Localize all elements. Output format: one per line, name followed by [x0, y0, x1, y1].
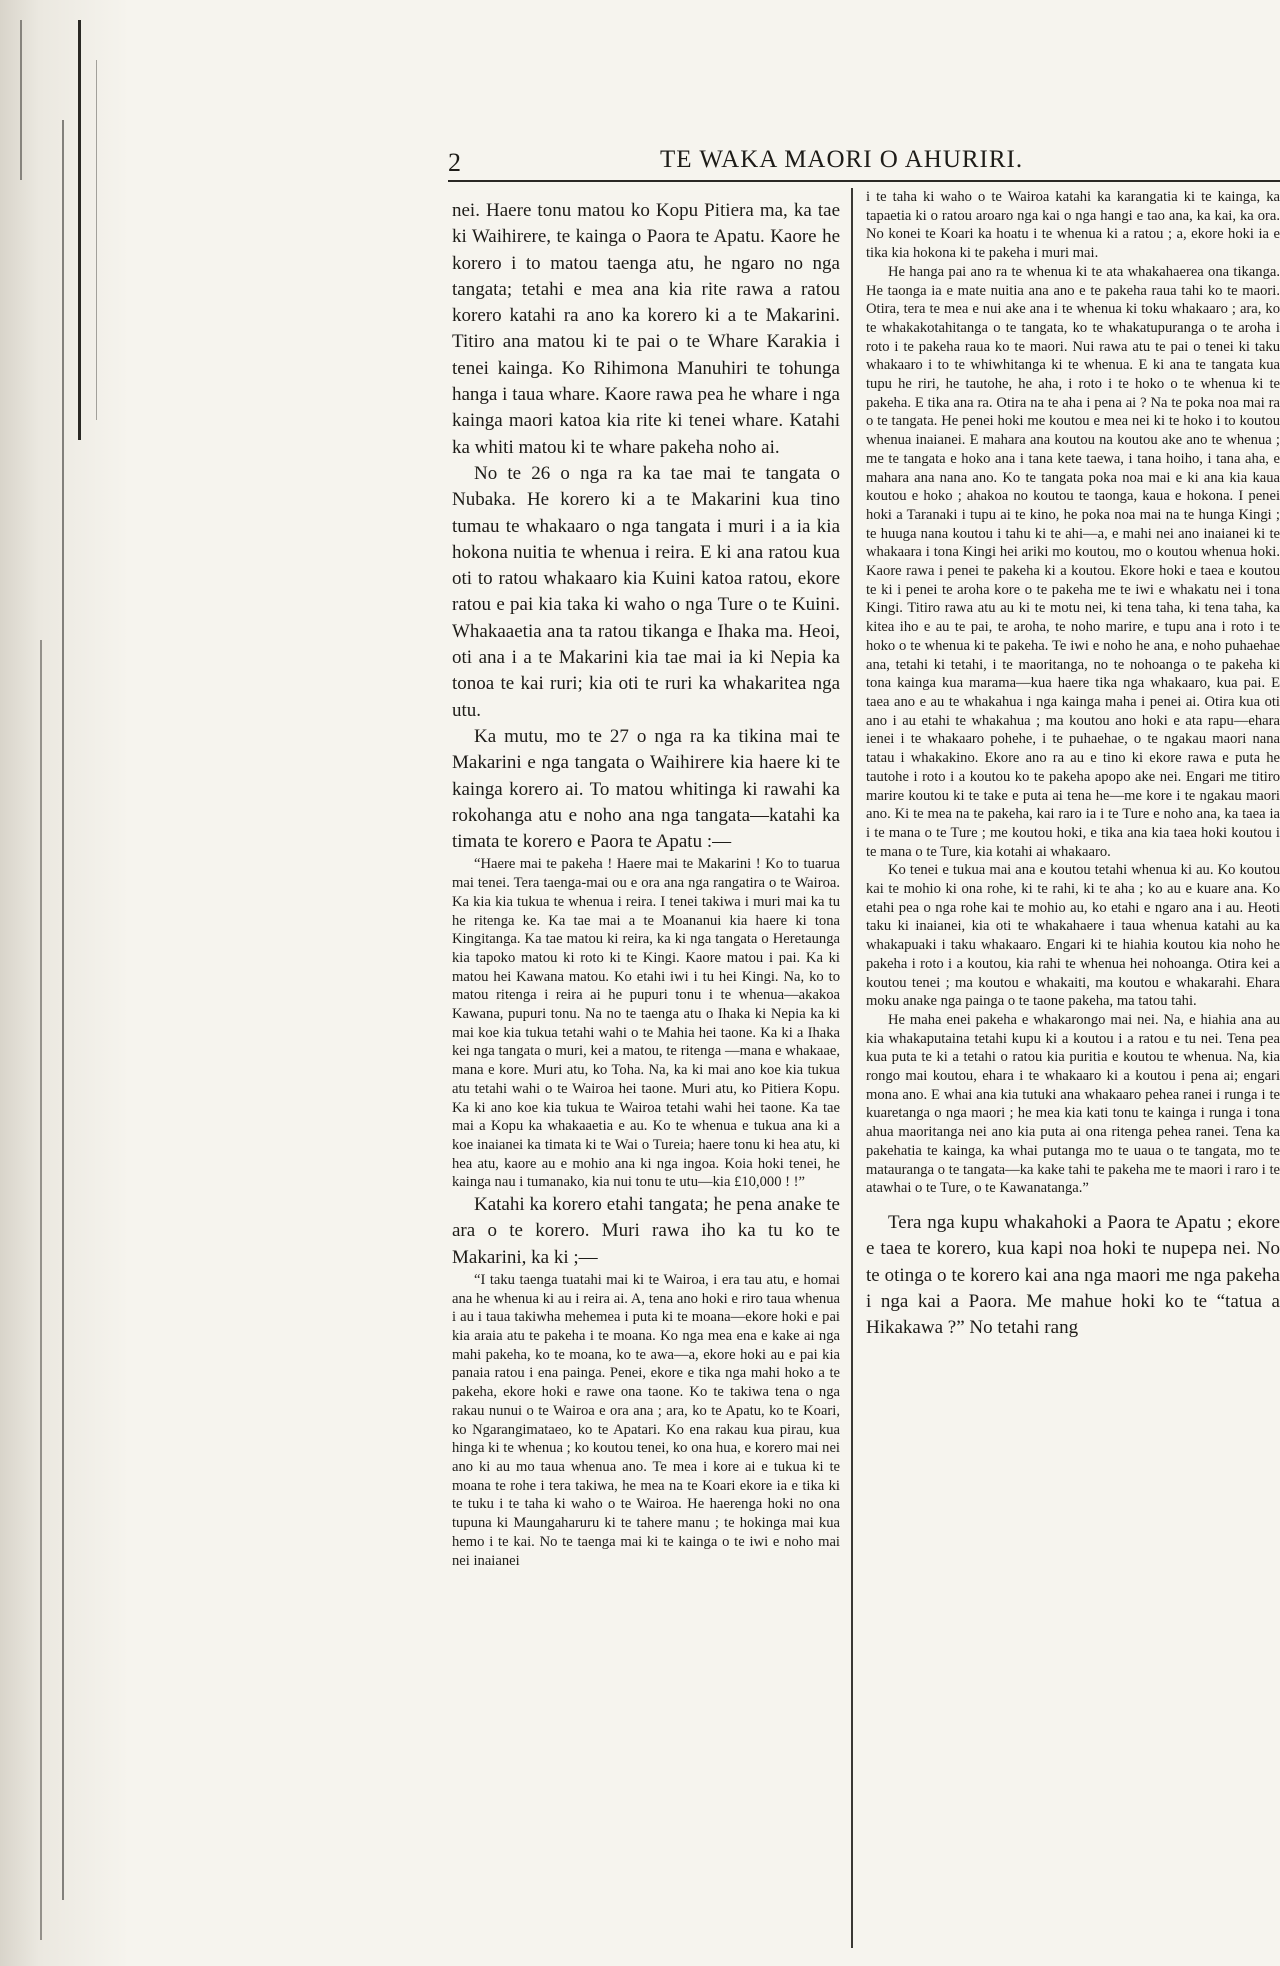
header-rule [448, 180, 1280, 182]
quoted-speech: He maha enei pakeha e whakarongo mai nei. Na, e hiahia ana au kia whakaputaina tetahi kupu ki a koutou i a ratou e tu nei. Tena pea kua puta te ki a tetahi o ratou kia puritia e koutou te whenua. Na, kia rongo mai koutou, ehara i te whakaaro ki a koutou i pena ai; engari mona ano. E whai ana kia tutuki ana whakaaro pehea ranei i runga i te kuaretanga o nga maori ; he mea kia kati tonu te kainga i runga i tona ahua maoritanga nei ano kia puta ai ona ritenga pehea ranei. Tena ka pakehatia te kainga, ka whai putanga mo te uaua o te tangata, mo te matauranga o te tangata—ka kake tahi te pakeha me te maori i raro i te atawhai o te Ture, o te Kawanatanga.” [866, 1011, 1280, 1197]
paragraph: Tera nga kupu whakahoki a Paora te Apatu ; ekore e taea te korero, kua kapi noa hoki te nupepa nei. No te otinga o te korero kai ana nga maori me nga pakeha i nga kai a Paora. Me mahue hoki ko te “tatua a Hikakawa ?” No tetahi rang [866, 1211, 1280, 1339]
gutter-mark [96, 60, 97, 420]
newspaper-title: TE WAKA MAORI O AHURIRI. [660, 146, 1024, 173]
paragraph: Ka mutu, mo te 27 o nga ra ka tikina mai te Makarini e nga tangata o Waihirere kia haere ki te kainga korero ai. To matou whitinga ki rawahi ka rokohanga atu e noho ana nga tangata—katahi ka timata te korero e Paora te Apatu :— [452, 725, 840, 853]
quoted-speech: “I taku taenga tuatahi mai ki te Wairoa, i era tau atu, e homai ana he whenua ki au i reira ai. A, tena ano hoki e riro taua whenua i au i taua takiwha mehemea i puta ki te moana—ekore hoki e pai kia araia atu te pakeha i te moana. Ko nga mea ena e kake ai nga mahi pakeha, ko te moana, ko te awa—a, ekore hoki au e pai kia panaia ratou i ena painga. Penei, ekore e tika nga mahi hoko a te pakeha, ekore hoki e rawe ona taone. Ko te takiwa tena o nga rakau nunui o te Wairoa e ora ana ; ara, ko te Apatu, ko te Koari, ko Ngarangimataeo, ko te Apatari. Ko ena rakau kua pirau, kua hinga ki te whenua ; ko koutou tenei, ko ona hua, e korero mai nei ano ki au mo taua whenua ano. Te mea i kore ai e tukua ki te moana te rohe i tera takiwa, he mea na te Koari ekore ia e tika ki te tuku i te taha ki waho o te Wairoa. He haerenga hoki no ona tupuna ki Maungaharuru ki te tahere manu ; te hokinga mai kua hemo i te kai. No te taenga mai ki te kainga o te iwi e noho mai nei inaianei [452, 1271, 840, 1569]
paragraph: nei. Haere tonu matou ko Kopu Pitiera ma, ka tae ki Waihirere, te kainga o Paora te Apatu. Kaore he korero i to matou taenga atu, he ngaro no nga tangata; tetahi e mea ana kia rite rawa a ratou korero katahi ra ano ka korero ki a te Makarini. Titiro ana matou ki te pai o te Whare Karakia i tenei kainga. Ko Rihimona Manuhiri te tohunga hanga i taua whare. Kaore rawa pea he whare i nga kainga maori katoa kia rite ki tenei whare. Katahi ka whiti matou ki te whare pakeha noho ai. [452, 200, 840, 458]
paragraph: Katahi ka korero etahi tangata; he pena anake te ara o te korero. Muri rawa iho ka tu ko te Makarini, ka ki ;— [452, 1194, 840, 1268]
quoted-speech: He hanga pai ano ra te whenua ki te ata whakahaerea ona tikanga. He taonga ia e mate nuitia ana ano e te pakeha raua tahi ko te maori. Otira, tera te mea e nui ake ana i te whenua ki toku whakaaro ; ara, ko te whakakotahitanga o te tangata, ko te whakatupuranga o te aroha i roto i te pakeha raua ko te maori. Nui rawa atu te pai o tenei ki taku whakaaro i to te whiwhitanga ki te whenua. E ki ana te tangata kua tupu he riri, he tautohe, he aha, i roto i te hoko o te whenua ki te pakeha. E tika ana ra. Otira na te aha i pena ai ? Na te poka noa mai ra o te tangata. He penei hoki me koutou e mea nei ki te hoko i to koutou whenua inaianei. E mahara ana koutou na koutou ake ano te whenua ; me te tangata e hoko ana i tana kete taewa, i tana hoiho, i tana aha, e mahara ana nana ano. Ko te tangata poka noa mai e ki ana kia kaua koutou e hoko ; ahakoa no koutou te taonga, kaua e hokona. I penei hoki a Taranaki i tupu ai te kino, he poka noa mai na te hunga Kingi ; te huuga nana koutou i tahu ki te ahi—a, e mahi nei ano inaianei ki te whakaara i tona Kingi hei ariki mo koutou, mo o koutou whenua hoki. Kaore rawa i penei te pakeha ki a koutou. Ekore hoki e taea e koutou te ki i penei te aroha kore o te pakeha me te iwi e whakatu nei i tona Kingi. Titiro rawa atu au ki te motu nei, ki tena taha, ki tena taha, ka kitea iho e au te pai, te aroha, te noho marire, e tupu ana i roto i te hoko o te whenua ki te pakeha. Te iwi e noho he ana, e noho puhaehae ana, tetahi ki tetahi, i te maoritanga, no te nohoanga o te pakeha ki tona kainga kua marama—kua haere tika nga whakaaro, kua pai. E taea ano e au te whakahua i nga kainga maha i penei ai. Otira kua oti ano i au etahi te whakahua ; ma koutou ano hoki e ata rapu—ehara ienei i te whakaaro pohehe, i te puhaehae, o te ngakau maori nana tatau i whakakino. Ekore ano ra au e tino ki ekore rawa e puta he tautohe i roto i a koutou ko te pakeha apopo ake nei. Engari me titiro marire koutou ki te take e puta ai tena he—me kore i te ngakau maori ano. Ki te mea na te pakeha, kai raro ia i te Ture e noho ana, ka taea ia i te mana o te Ture ; me koutou hoki, e tika ana kia taea hoki koutou i te mana o te Ture, kia kotahi ai whakaaro. [866, 263, 1280, 860]
right-column [866, 188, 1280, 1341]
gutter-mark [20, 20, 22, 180]
gutter-mark [78, 20, 81, 440]
page-number: 2 [448, 148, 461, 177]
quoted-speech: “Haere mai te pakeha ! Haere mai te Makarini ! Ko to tuarua mai tenei. Tera taenga-mai ou e ora ana nga rangatira o te Wairoa. Ka kia kia tukua te whenua i reira. I tenei takiwa i muri mai ka tu he ritenga ke. Ka tae mai a te Moananui kia haere ki tona Kingitanga. Ka tae matou ki reira, ka ki nga tangata o Heretaunga kia tapoko matou ki roto ki te Kingi. Kaore matou i pai. Ka ki matou hei Kawana matou. Ko etahi iwi i tu hei Kingi. Na, ko to matou ritenga i reira ai he pupuri tonu i te whenua—akakoa Kawana, pupuri tonu. Na no te taenga atu o Ihaka ki Nepia ka ki mai koe kia tukua tetahi wahi o te Mahia hei taone. Ka ki a Ihaka kei nga tangata o muri, kei a matou, te ritenga —mana e whakaae, mana e kore. Muri atu, ko Toha. Na, ka ki mai ano koe kia tukua atu tetahi wahi o te Wairoa hei taone. Muri atu, ko Pitiera Kopu. Ka ki ano koe kia tukua te Wairoa tetahi wahi hei taone. Ka tae mai a Kopu ka whakaaetia e au. Ko te whenua e tukua ana ki a koe inaianei ka timata ki te Wai o Tureia; haere tonu ki hea atu, ki hea atu, kaore au e mohio ana ki nga ingoa. Koia hoki tenei, he kainga nau i tumanako, kia nui tonu te utu—kia £10,000 ! !” [452, 856, 840, 1191]
paragraph: No te 26 o nga ra ka tae mai te tangata o Nubaka. He korero ki a te Makarini kua tino tumau te whakaaro o nga tangata i muri i a ia kia hokona nuitia te whenua i reira. E ki ana ratou kua oti to ratou whakaaro kia Kuini katoa ratou, ekore ratou e pai kia taka ki waho o nga Ture o te Kuini. Whakaaetia ana ta ratou tikanga e Ihaka ma. Heoi, oti ana i a te Makarini kia tae mai ia ki Nepia ka tonoa te kai ruri; kia oti te ruri ka whakaritea nga utu. [452, 462, 840, 721]
binding-gutter [0, 0, 130, 1966]
quoted-speech: i te taha ki waho o te Wairoa katahi ka karangatia ki te kainga, ka tapaetia ki o ratou aroaro nga kai o nga hangi e tao ana, ka kai, ka ora. No konei te Koari ka hoatu i te whenua ki a ratou ; a, ekore hoki ia e tika kia hokona ki te pakeha i muri mai. [866, 189, 1280, 262]
gutter-mark [40, 640, 42, 1940]
column-divider [851, 188, 853, 1948]
quoted-speech: Ko tenei e tukua mai ana e koutou tetahi whenua ki au. Ko koutou kai te mohio ki ona rohe, ki te rahi, ki te aha ; ko au e kuare ana. Ko etahi pea o nga rohe kai te mohio au, ko etahi e ngaro ana i au. Heoti taku ki inaianei, kia oti te whakahaere i taua whenua katahi au ka whakapuaki i taku whakaaro. Engari ki te hiahia koutou kia noho he pakeha i roto i a koutou, kia rahi te whenua hei nohoanga. Otira kei a koutou tenei ; ma koutou e whakaiti, ma koutou e whakarahi. Ehara moku anake nga painga o te taone pakeha, ma tatou tahi. [866, 862, 1280, 1010]
gutter-mark [62, 120, 64, 1900]
left-column [452, 198, 840, 1570]
